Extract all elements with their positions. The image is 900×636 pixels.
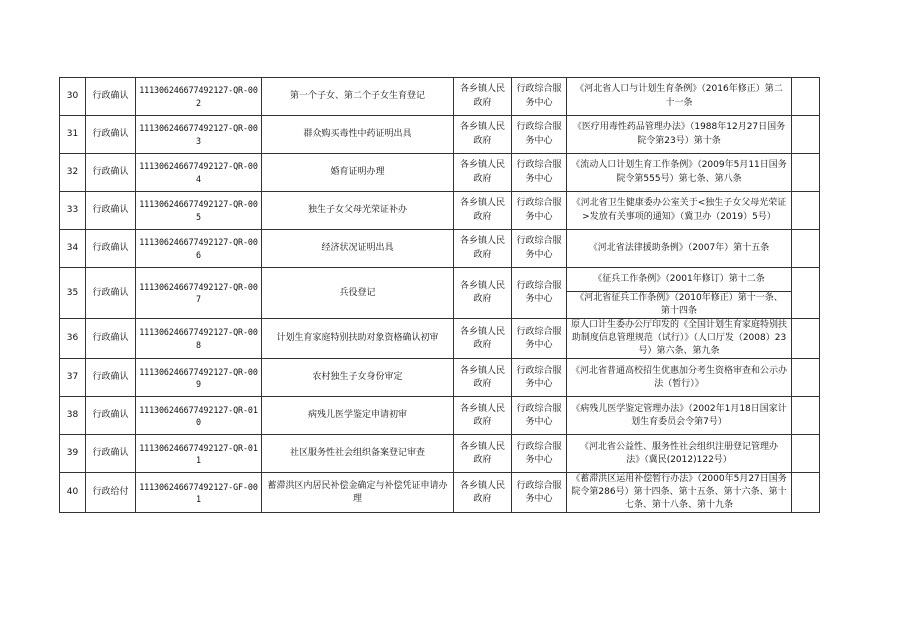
- item-name: 病残儿医学鉴定申请初审: [262, 397, 454, 435]
- implementing-subject: 各乡镇人民政府: [454, 473, 512, 513]
- item-type: 行政确认: [86, 116, 136, 154]
- implementing-subject: 各乡镇人民政府: [454, 154, 512, 192]
- table-row: [60, 116, 820, 154]
- legal-basis: 《流动人口计划生育工作条例》（2009年5月11日国务院令第555号）第七条、第八条: [567, 154, 792, 192]
- item-type: 行政确认: [86, 192, 136, 230]
- legal-basis: 《河北省卫生健康委办公室关于<独生子女父母光荣证>发放有关事项的通知》（冀卫办（2019）5号）: [567, 192, 792, 230]
- item-name: 兵役登记: [262, 268, 454, 319]
- implementing-subject: 各乡镇人民政府: [454, 397, 512, 435]
- implementing-subject: 各乡镇人民政府: [454, 319, 512, 359]
- table-row: [60, 268, 820, 292]
- blank-cell: [792, 230, 820, 268]
- item-name: 第一个子女、第二个子女生育登记: [262, 78, 454, 116]
- item-name: 社区服务性社会组织备案登记审查: [262, 435, 454, 473]
- table-row: [60, 319, 820, 359]
- table-row: [60, 192, 820, 230]
- handling-department: 行政综合服务中心: [512, 473, 567, 513]
- item-name: 群众购买毒性中药证明出具: [262, 116, 454, 154]
- implementing-subject: 各乡镇人民政府: [454, 268, 512, 319]
- row-number: 36: [60, 319, 86, 359]
- blank-cell: [792, 435, 820, 473]
- row-number: 32: [60, 154, 86, 192]
- row-number: 37: [60, 359, 86, 397]
- table-row: [60, 230, 820, 268]
- legal-basis: 《征兵工作条例》（2001年修订）第十二条: [567, 268, 792, 292]
- blank-cell: [792, 268, 820, 319]
- blank-cell: [792, 192, 820, 230]
- implementing-subject: 各乡镇人民政府: [454, 78, 512, 116]
- legal-basis: 《河北省普通高校招生优惠加分考生资格审查和公示办法（暂行）》: [567, 359, 792, 397]
- item-name: 独生子女父母光荣证补办: [262, 192, 454, 230]
- legal-basis: 原人口计生委办公厅印发的《全国计划生育家庭特别扶助制度信息管理规范（试行）》（人口厅发（2008）23号）第六条、第九条: [567, 319, 792, 359]
- item-type: 行政确认: [86, 268, 136, 319]
- legal-basis: 《病残儿医学鉴定管理办法》（2002年1月18日国家计划生育委员会令第7号）: [567, 397, 792, 435]
- item-code: 111306246677492127-QR-003: [136, 116, 262, 154]
- row-number: 35: [60, 268, 86, 319]
- row-number: 30: [60, 78, 86, 116]
- table-row: [60, 473, 820, 513]
- legal-basis: 《河北省公益性、服务性社会组织注册登记管理办法》（冀民(2012)122号）: [567, 435, 792, 473]
- item-type: 行政确认: [86, 319, 136, 359]
- handling-department: 行政综合服务中心: [512, 319, 567, 359]
- item-type: 行政确认: [86, 78, 136, 116]
- item-type: 行政确认: [86, 359, 136, 397]
- item-code: 111306246677492127-QR-004: [136, 154, 262, 192]
- row-number: 40: [60, 473, 86, 513]
- item-code: 111306246677492127-QR-010: [136, 397, 262, 435]
- handling-department: 行政综合服务中心: [512, 78, 567, 116]
- legal-basis: 《河北省人口与计划生育条例》（2016年修正）第二十一条: [567, 78, 792, 116]
- implementing-subject: 各乡镇人民政府: [454, 116, 512, 154]
- item-type: 行政给付: [86, 473, 136, 513]
- blank-cell: [792, 319, 820, 359]
- item-code: 111306246677492127-QR-009: [136, 359, 262, 397]
- implementing-subject: 各乡镇人民政府: [454, 230, 512, 268]
- legal-basis: 《河北省征兵工作条例》（2010年修正）第十一条、第十四条: [567, 292, 792, 319]
- handling-department: 行政综合服务中心: [512, 116, 567, 154]
- row-number: 31: [60, 116, 86, 154]
- blank-cell: [792, 154, 820, 192]
- table-row: [60, 359, 820, 397]
- row-number: 33: [60, 192, 86, 230]
- item-name: 经济状况证明出具: [262, 230, 454, 268]
- handling-department: 行政综合服务中心: [512, 268, 567, 319]
- handling-department: 行政综合服务中心: [512, 230, 567, 268]
- row-number: 34: [60, 230, 86, 268]
- implementing-subject: 各乡镇人民政府: [454, 192, 512, 230]
- item-code: 111306246677492127-QR-002: [136, 78, 262, 116]
- item-type: 行政确认: [86, 397, 136, 435]
- item-name: 婚育证明办理: [262, 154, 454, 192]
- blank-cell: [792, 78, 820, 116]
- item-name: 计划生育家庭特别扶助对象资格确认初审: [262, 319, 454, 359]
- item-code: 111306246677492127-QR-008: [136, 319, 262, 359]
- implementing-subject: 各乡镇人民政府: [454, 435, 512, 473]
- legal-basis: 《医疗用毒性药品管理办法》（1988年12月27日国务院令第23号）第十条: [567, 116, 792, 154]
- item-type: 行政确认: [86, 154, 136, 192]
- blank-cell: [792, 359, 820, 397]
- table-row: [60, 435, 820, 473]
- item-code: 111306246677492127-QR-005: [136, 192, 262, 230]
- item-code: 111306246677492127-QR-011: [136, 435, 262, 473]
- legal-basis: 《蓄滞洪区运用补偿暂行办法》（2000年5月27日国务院令第286号）第十四条、第十五条、第十六条、第十七条、第十八条、第十九条: [567, 473, 792, 513]
- item-name: 蓄滞洪区内居民补偿金确定与补偿凭证申请办理: [262, 473, 454, 513]
- blank-cell: [792, 116, 820, 154]
- handling-department: 行政综合服务中心: [512, 154, 567, 192]
- item-code: 111306246677492127-QR-006: [136, 230, 262, 268]
- blank-cell: [792, 473, 820, 513]
- item-type: 行政确认: [86, 230, 136, 268]
- item-code: 111306246677492127-GF-001: [136, 473, 262, 513]
- item-code: 111306246677492127-QR-007: [136, 268, 262, 319]
- table-row: [60, 78, 820, 116]
- handling-department: 行政综合服务中心: [512, 359, 567, 397]
- row-number: 38: [60, 397, 86, 435]
- document-table: [59, 77, 820, 513]
- blank-cell: [792, 397, 820, 435]
- handling-department: 行政综合服务中心: [512, 192, 567, 230]
- item-name: 农村独生子女身份审定: [262, 359, 454, 397]
- table-row: [60, 397, 820, 435]
- legal-basis: 《河北省法律援助条例》（2007年）第十五条: [567, 230, 792, 268]
- handling-department: 行政综合服务中心: [512, 435, 567, 473]
- item-type: 行政确认: [86, 435, 136, 473]
- handling-department: 行政综合服务中心: [512, 397, 567, 435]
- implementing-subject: 各乡镇人民政府: [454, 359, 512, 397]
- table-row: [60, 154, 820, 192]
- row-number: 39: [60, 435, 86, 473]
